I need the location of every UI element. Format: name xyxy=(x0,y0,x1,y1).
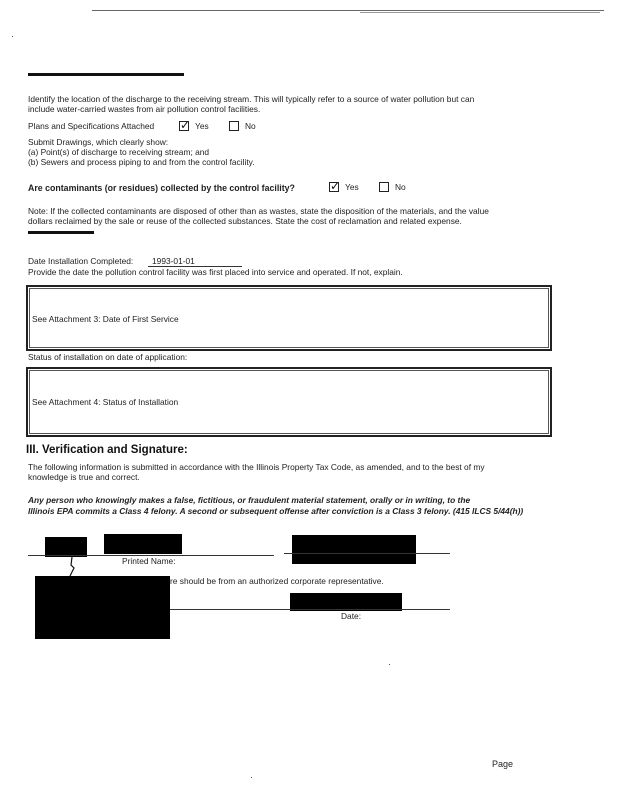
felony-warning-line2: Illinois EPA commits a Class 4 felony. A second or subsequent offense after conviction is a Class 3 felony. (415 ILCS 5/44(h)) xyxy=(28,506,524,516)
date-installation-label: Date Installation Completed: xyxy=(28,256,134,266)
discharge-intro-line2: include water-carried wastes from air pollution control facilities. xyxy=(28,104,261,114)
signature-mark-icon xyxy=(68,557,76,577)
scan-speck xyxy=(389,664,390,665)
verification-heading: III. Verification and Signature: xyxy=(26,444,188,456)
contaminants-note-line2: dollars reclaimed by the sale or reuse of the collected substances. State the cost of reclamation and related expense. xyxy=(28,216,462,226)
printed-name-label: Printed Name: xyxy=(122,556,176,566)
contaminants-question: Are contaminants (or residues) collected by the control facility? xyxy=(28,183,295,193)
date-signature-label: Date: xyxy=(341,611,362,621)
plans-no-checkbox[interactable] xyxy=(229,121,239,131)
plans-no-label: No xyxy=(245,121,256,131)
redaction-block-title xyxy=(292,535,416,564)
plans-yes-checkbox[interactable] xyxy=(179,121,189,131)
status-installation-text: See Attachment 4: Status of Installation xyxy=(32,397,179,407)
signature-requirement-note: re should be from an authorized corporate representative. xyxy=(170,576,384,586)
verification-body-line2: knowledge is true and correct. xyxy=(28,472,140,482)
plans-specs-label: Plans and Specifications Attached xyxy=(28,121,155,131)
redaction-block-name xyxy=(104,534,182,554)
page-label: Page xyxy=(492,759,514,769)
date-installation-value[interactable]: 1993-01-01 xyxy=(152,256,195,266)
status-installation-label: Status of installation on date of application: xyxy=(28,352,188,362)
contaminants-yes-checkbox[interactable] xyxy=(329,182,339,192)
first-service-textbox[interactable] xyxy=(26,285,552,351)
contaminants-no-label: No xyxy=(395,182,406,192)
top-scan-line-2 xyxy=(360,12,600,13)
contaminants-yes-label: Yes xyxy=(345,182,359,192)
date-line xyxy=(170,609,450,610)
title-line xyxy=(284,553,450,554)
redaction-block-large xyxy=(35,576,170,639)
scan-speck-3 xyxy=(251,777,252,778)
first-service-text: See Attachment 3: Date of First Service xyxy=(32,314,179,324)
discharge-intro-line1: Identify the location of the discharge to the receiving stream. This will typically refer to a source of water pollution but can xyxy=(28,94,475,104)
scan-speck-2 xyxy=(12,36,13,37)
contaminants-no-checkbox[interactable] xyxy=(379,182,389,192)
status-installation-textbox[interactable] xyxy=(26,367,552,437)
felony-warning-line1: Any person who knowingly makes a false, fictitious, or fraudulent material statement, orally or in writing, to the xyxy=(28,495,471,505)
plans-yes-label: Yes xyxy=(195,121,209,131)
section-divider-bar-2 xyxy=(28,231,94,234)
submit-drawings-line1: Submit Drawings, which clearly show: xyxy=(28,137,169,147)
provide-date-instruction: Provide the date the pollution control facility was first placed into service and operated. If not, explain. xyxy=(28,267,403,277)
redaction-block-signature xyxy=(45,537,87,557)
contaminants-note-line1: Note: If the collected contaminants are disposed of other than as wastes, state the disposition of the materials, and the value xyxy=(28,206,489,216)
top-scan-line xyxy=(92,10,604,11)
section-divider-bar xyxy=(28,73,184,76)
verification-body-line1: The following information is submitted in accordance with the Illinois Property Tax Code, as amended, and to the best of my xyxy=(28,462,485,472)
submit-drawings-line3: (b) Sewers and process piping to and from the control facility. xyxy=(28,157,255,167)
submit-drawings-line2: (a) Point(s) of discharge to receiving stream; and xyxy=(28,147,210,157)
